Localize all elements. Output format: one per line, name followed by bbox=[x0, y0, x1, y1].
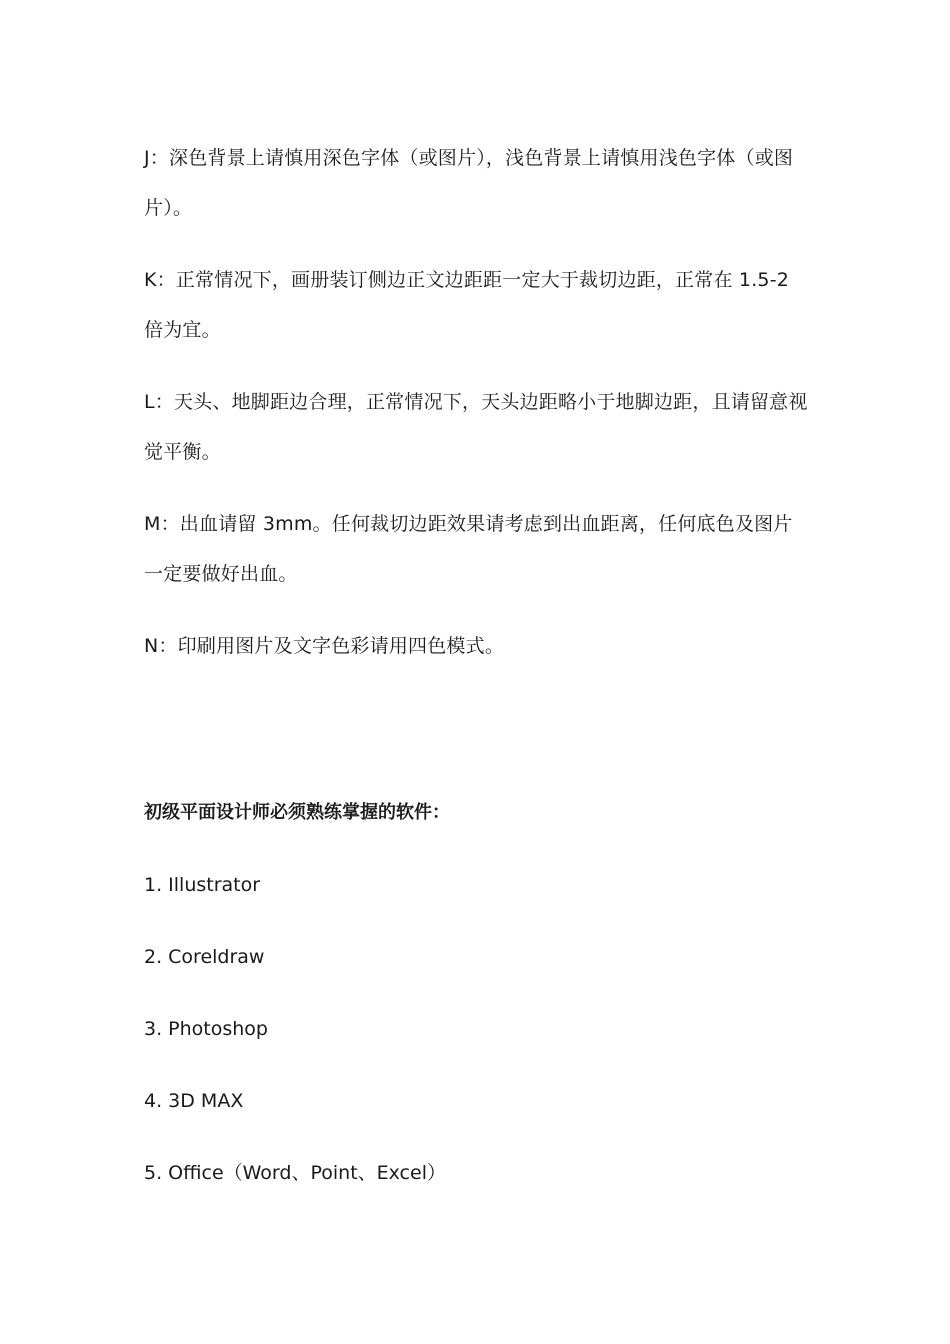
software-list-item: 2. Coreldraw bbox=[144, 946, 265, 968]
section-spacer bbox=[144, 693, 808, 793]
rule-paragraph-n: N：印刷用图片及文字色彩请用四色模式。 bbox=[144, 635, 505, 657]
rule-paragraph-k: K：正常情况下，画册装订侧边正文边距距一定大于裁切边距，正常在 1.5-2 倍为宜。 bbox=[144, 269, 790, 341]
document-body bbox=[144, 133, 808, 1225]
rule-paragraph-l: L：天头、地脚距边合理，正常情况下，天头边距略小于地脚边距，且请留意视觉平衡。 bbox=[144, 391, 808, 463]
software-list-item: 1. Illustrator bbox=[144, 874, 261, 896]
rule-paragraph-j: J：深色背景上请慎用深色字体（或图片），浅色背景上请慎用浅色字体（或图片）。 bbox=[144, 147, 794, 219]
software-section-heading: 初级平面设计师必须熟练掌握的软件： bbox=[144, 802, 450, 823]
software-list-item: 3. Photoshop bbox=[144, 1018, 268, 1040]
software-list-item: 5. Office（Word、Point、Excel） bbox=[144, 1162, 446, 1184]
rule-paragraph-m: M：出血请留 3mm。任何裁切边距效果请考虑到出血距离，任何底色及图片一定要做好出血。 bbox=[144, 513, 793, 585]
software-list-item: 4. 3D MAX bbox=[144, 1090, 244, 1112]
